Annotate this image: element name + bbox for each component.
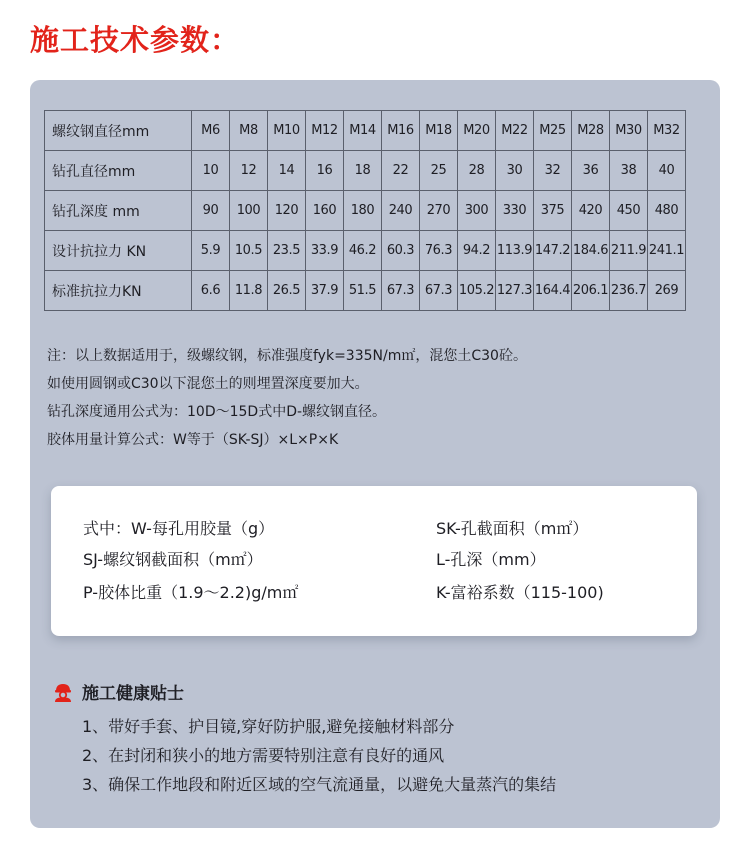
table-row — [45, 151, 686, 191]
tip-item: 1、带好手套、护目镜,穿好防护服,避免接触材料部分 — [82, 717, 455, 736]
table-cell: 300 — [458, 191, 496, 231]
table-cell: 420 — [572, 191, 610, 231]
table-cell: M8 — [230, 111, 268, 151]
table-cell: M32 — [648, 111, 686, 151]
table-cell: 23.5 — [268, 231, 306, 271]
table-cell: 25 — [420, 151, 458, 191]
table-cell: 14 — [268, 151, 306, 191]
table-cell: 51.5 — [344, 271, 382, 311]
table-cell: M22 — [496, 111, 534, 151]
table-cell: 147.2 — [534, 231, 572, 271]
table-cell: 40 — [648, 151, 686, 191]
formula-l: L-孔深（mm） — [436, 550, 546, 569]
table-cell: 241.1 — [648, 231, 686, 271]
table-cell: 67.3 — [420, 271, 458, 311]
table-cell: 16 — [306, 151, 344, 191]
table-cell: 26.5 — [268, 271, 306, 311]
formula-k: K-富裕系数（115-100) — [436, 583, 604, 602]
notes — [47, 342, 527, 454]
parameters-table — [44, 110, 686, 311]
table-cell: 46.2 — [344, 231, 382, 271]
table-cell: 36 — [572, 151, 610, 191]
row-label: 标准抗拉力KN — [45, 271, 192, 311]
table-cell: 120 — [268, 191, 306, 231]
table-cell: 160 — [306, 191, 344, 231]
table-row — [45, 191, 686, 231]
table-header-row — [45, 111, 686, 151]
table-cell: 37.9 — [306, 271, 344, 311]
table-cell: M28 — [572, 111, 610, 151]
table-cell: 76.3 — [420, 231, 458, 271]
table-cell: 375 — [534, 191, 572, 231]
table-cell: M12 — [306, 111, 344, 151]
table-cell: 180 — [344, 191, 382, 231]
tips-title — [52, 679, 184, 704]
tips-title-text: 施工健康贴士 — [82, 684, 184, 704]
table-cell: 480 — [648, 191, 686, 231]
table-cell: M20 — [458, 111, 496, 151]
table-cell: 236.7 — [610, 271, 648, 311]
table-cell: 60.3 — [382, 231, 420, 271]
tip-item: 3、确保工作地段和附近区域的空气流通量，以避免大量蒸汽的集结 — [82, 775, 557, 794]
table-cell: 164.4 — [534, 271, 572, 311]
table-cell: 113.9 — [496, 231, 534, 271]
table-cell: 127.3 — [496, 271, 534, 311]
formula-w: 式中：W-每孔用胶量（g） — [83, 519, 275, 538]
formula-p: P-胶体比重（1.9～2.2)g/m㎡ — [83, 583, 299, 602]
row-label: 钻孔直径mm — [45, 151, 192, 191]
table-row — [45, 271, 686, 311]
tips-list — [82, 712, 556, 799]
table-cell: 10 — [192, 151, 230, 191]
page-title: 施工技术参数： — [30, 23, 241, 57]
formula-legend-box — [51, 486, 697, 636]
note-line: 如使用圆钢或C30以下混您土的则埋置深度要加大。 — [47, 376, 369, 392]
table-cell: 10.5 — [230, 231, 268, 271]
parameters-card — [30, 80, 720, 828]
table-cell: M16 — [382, 111, 420, 151]
table-cell: M14 — [344, 111, 382, 151]
table-cell: 184.6 — [572, 231, 610, 271]
table-cell: 28 — [458, 151, 496, 191]
note-line: 胶体用量计算公式：W等于（SK-SJ）×L×P×K — [47, 432, 339, 448]
table-cell: 67.3 — [382, 271, 420, 311]
table-cell: 30 — [496, 151, 534, 191]
table-cell: 32 — [534, 151, 572, 191]
row-label: 设计抗拉力 KN — [45, 231, 192, 271]
table-cell: 330 — [496, 191, 534, 231]
table-cell: 38 — [610, 151, 648, 191]
table-cell: M10 — [268, 111, 306, 151]
table-cell: 105.2 — [458, 271, 496, 311]
table-cell: 211.9 — [610, 231, 648, 271]
table-cell: 18 — [344, 151, 382, 191]
table-cell: M6 — [192, 111, 230, 151]
tip-item: 2、在封闭和狭小的地方需要特别注意有良好的通风 — [82, 746, 445, 765]
worker-icon — [52, 681, 74, 703]
table-cell: 240 — [382, 191, 420, 231]
table-cell: 6.6 — [192, 271, 230, 311]
note-line: 钻孔深度通用公式为：10D～15D式中D-螺纹钢直径。 — [47, 404, 387, 420]
table-row — [45, 231, 686, 271]
table-cell: M18 — [420, 111, 458, 151]
table-cell: 22 — [382, 151, 420, 191]
table-cell: 12 — [230, 151, 268, 191]
table-cell: 33.9 — [306, 231, 344, 271]
formula-sj: SJ-螺纹钢截面积（m㎡） — [83, 550, 263, 569]
row-label: 钻孔深度 mm — [45, 191, 192, 231]
table-cell: M30 — [610, 111, 648, 151]
note-line: 注：以上数据适用于，级螺纹钢，标准强度fyk=335N/m㎡，混您土C30砼。 — [47, 348, 527, 364]
table-cell: 90 — [192, 191, 230, 231]
table-cell: 270 — [420, 191, 458, 231]
formula-sk: SK-孔截面积（m㎡） — [436, 519, 589, 538]
table-cell: 206.1 — [572, 271, 610, 311]
row-label: 螺纹钢直径mm — [45, 111, 192, 151]
table-cell: 269 — [648, 271, 686, 311]
table-cell: 5.9 — [192, 231, 230, 271]
table-cell: 94.2 — [458, 231, 496, 271]
table-cell: 11.8 — [230, 271, 268, 311]
table-cell: 450 — [610, 191, 648, 231]
table-cell: M25 — [534, 111, 572, 151]
table-cell: 100 — [230, 191, 268, 231]
